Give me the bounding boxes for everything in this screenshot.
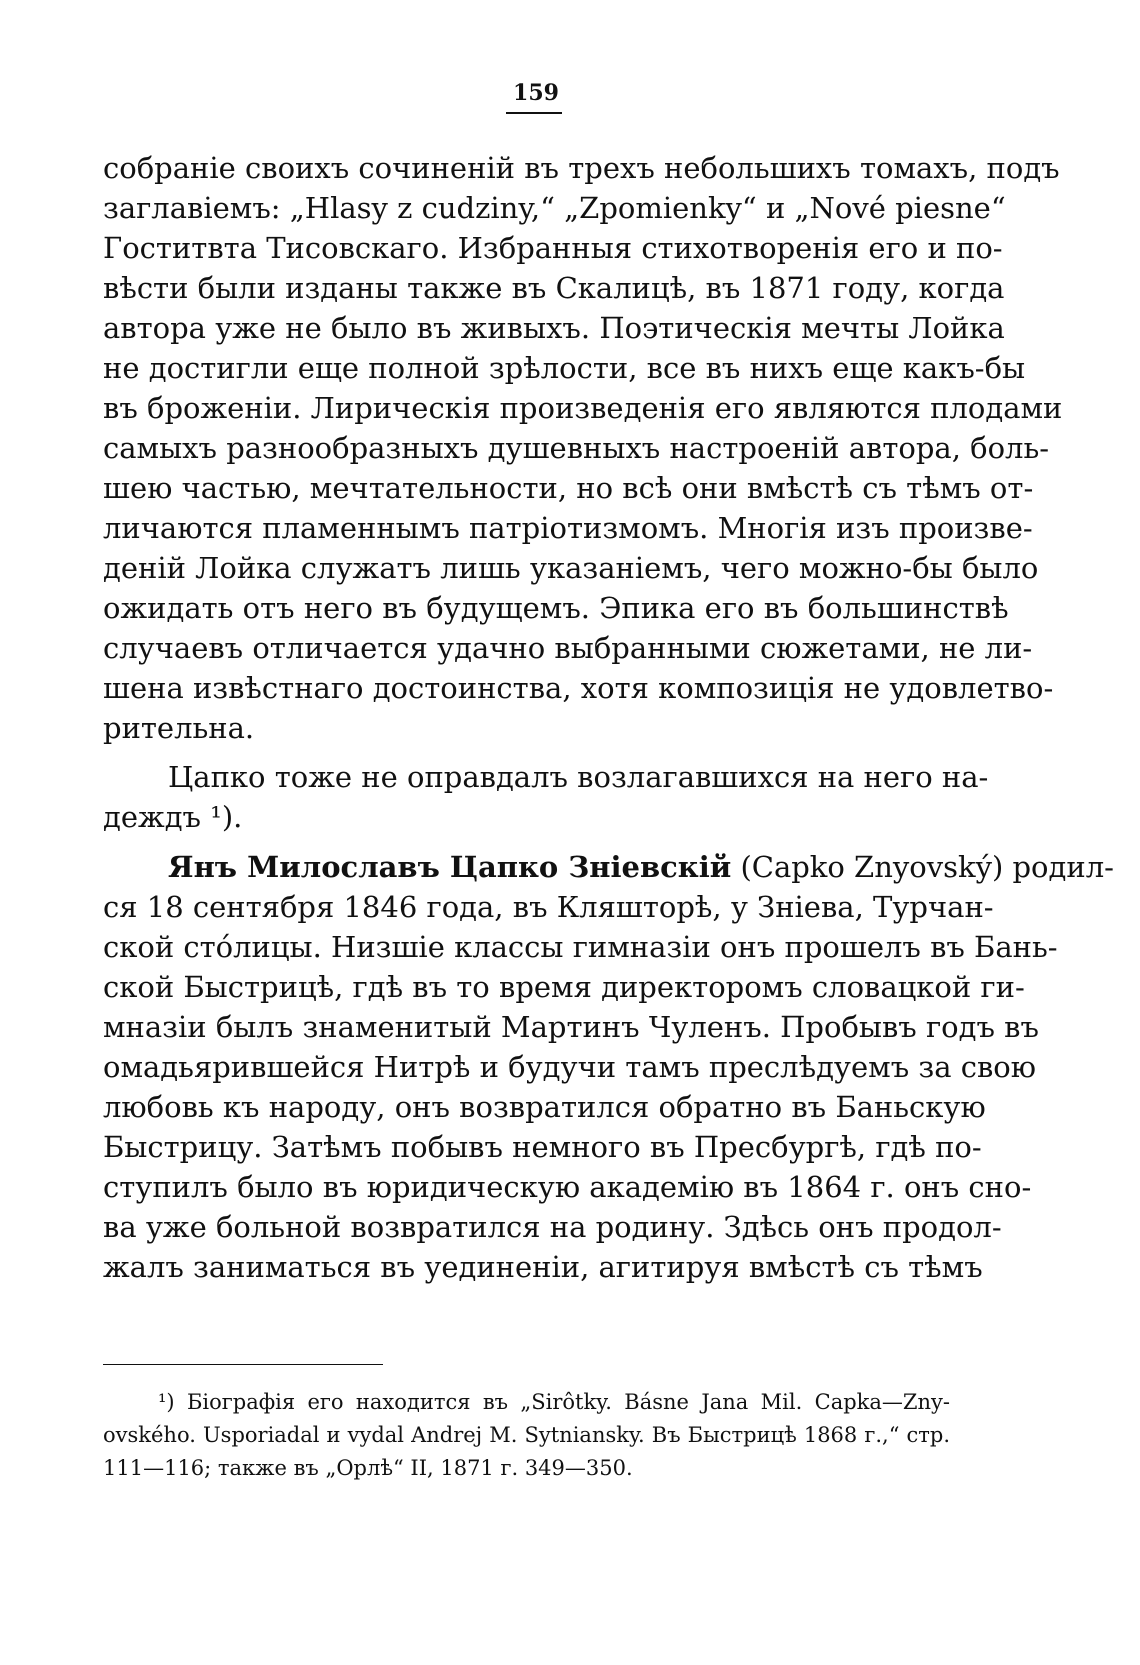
text-line: шею частью, мечтательности, но всѣ они вмѣстѣ съ тѣмъ от-: [103, 471, 1034, 505]
text-line: [103, 797, 950, 837]
text-line: ступилъ было въ юридическую академію въ 1864 г. онъ сно-: [103, 1170, 1032, 1204]
text-line: ожидать отъ него въ будущемъ. Эпика его въ большинствѣ: [103, 591, 1009, 625]
text-line: омадьярившейся Нитрѣ и будучи тамъ преслѣдуемъ за свою: [103, 1050, 1036, 1084]
text-line: рительна.: [103, 711, 255, 745]
text-line: любовь къ народу, онъ возвратился обратно въ Баньскую: [103, 1090, 986, 1124]
footnote-marker: ¹).: [210, 800, 243, 834]
page-number-underline: [506, 112, 562, 114]
footnote-line: ovského. Usporiadal и vydal Andrej M. Sytniansky. Въ Быстрицѣ 1868 г.,“ стр.: [103, 1423, 950, 1447]
text-line: самыхъ разнообразныхъ душевныхъ настроеній автора, боль-: [103, 431, 1050, 465]
person-name: Янъ Милославъ Цапко Зніевскій: [168, 850, 732, 884]
text-line: ской Быстрицѣ, гдѣ въ то время директоромъ словацкой ги-: [103, 970, 1025, 1004]
text-run: деждъ: [103, 800, 202, 834]
text-line: Цапко тоже не оправдалъ возлагавшихся на него на-: [168, 760, 989, 794]
text-line: ся 18 сентября 1846 года, въ Кляшторѣ, у Зніева, Турчан-: [103, 890, 994, 924]
footnote-divider: [103, 1364, 383, 1365]
text-run: (Capko Znyovský) родил-: [740, 850, 1114, 884]
text-line: личаются пламеннымъ патріотизмомъ. Многія изъ произве-: [103, 511, 1033, 545]
text-line: не достигли еще полной зрѣлости, все въ нихъ еще какъ-бы: [103, 351, 1026, 385]
text-line: деній Лойка служатъ лишь указаніемъ, чего можно-бы было: [103, 551, 1039, 585]
text-line: мназіи былъ знаменитый Мартинъ Чуленъ. Пробывъ годъ въ: [103, 1010, 1039, 1044]
footnote-line: 111—116; также въ „Орлѣ“ II, 1871 г. 349—350.: [103, 1456, 633, 1480]
text-line: автора уже не было въ живыхъ. Поэтическія мечты Лойка: [103, 311, 1005, 345]
text-line: жалъ заниматься въ уединеніи, агитируя вмѣстѣ съ тѣмъ: [103, 1250, 983, 1284]
text-line: ской стóлицы. Низшіе классы гимназіи онъ прошелъ въ Бань-: [103, 930, 1058, 964]
text-line: [168, 847, 1114, 887]
footnote-line: ¹) Біографія его находится въ „Sirôtky. Básne Jana Mil. Capka—Zny-: [158, 1390, 950, 1414]
text-line: случаевъ отличается удачно выбранными сюжетами, не ли-: [103, 631, 1033, 665]
text-line: въ броженіи. Лирическія произведенія его являются плодами: [103, 391, 1063, 425]
text-line: собраніе своихъ сочиненій въ трехъ небольшихъ томахъ, подъ: [103, 151, 1060, 185]
text-line: вѣсти были изданы также въ Скалицѣ, въ 1871 году, когда: [103, 271, 1005, 305]
text-line: Быстрицу. Затѣмъ побывъ немного въ Пресбургѣ, гдѣ по-: [103, 1130, 982, 1164]
text-line: ва уже больной возвратился на родину. Здѣсь онъ продол-: [103, 1210, 1002, 1244]
page-number: 159: [513, 80, 559, 106]
text-line: Гоститвта Тисовскаго. Избранныя стихотворенія его и по-: [103, 231, 1003, 265]
text-line: шена извѣстнаго достоинства, хотя композиція не удовлетво-: [103, 671, 1054, 705]
text-line: заглавіемъ: „Hlasy z cudziny,“ „Zpomienky“ и „Nové piesne“: [103, 191, 1006, 225]
